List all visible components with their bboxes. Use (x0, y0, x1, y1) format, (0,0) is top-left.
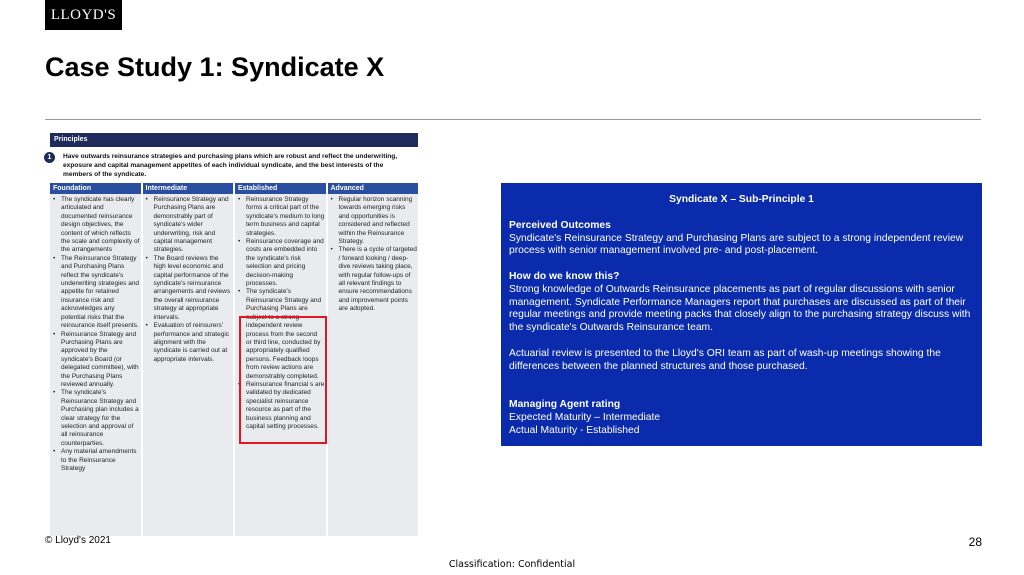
how-heading: How do we know this? (509, 270, 620, 282)
principle-number-badge: 1 (44, 152, 55, 163)
list-item: • Regular horizon scanning towards emerging risks and opportunities is considered and reflected within the Reinsurance Strategy. (339, 196, 418, 246)
principles-header: Principles (50, 133, 418, 147)
list-item: • There is a cycle of targeted / forward looking / deep-dive reviews taking place, with regular follow-ups of all relevant findings to ensure recommendations and improvement points are adopted. (339, 246, 418, 313)
highlight-box (239, 316, 327, 444)
maturity-columns (50, 183, 418, 536)
list-item: • The Reinsurance Strategy and Purchasing Plans reflect the syndicate's underwriting strategies and appetite for retained insurance risk and acknowledges any potential risks that the reinsurance itself presents. (61, 255, 140, 331)
column-heading: Established (235, 183, 326, 194)
list-item: • The syndicate's Reinsurance Strategy and Purchasing Plans are subject to a strong independent review process from the second or third line, conducted by appropriately qualified persons. Feedback loops from review actions are demonstrably completed. (246, 288, 325, 380)
list-item: • Reinsurance coverage and costs are embedded into the syndicate's risk selection and pricing decision-making processes. (246, 238, 325, 288)
list-item: • The Board reviews the high level economic and capital performance of the syndicate's reinsurance arrangements and reviews the overall reinsurance strategy at appropriate intervals. (154, 255, 233, 322)
list-item: • Any material amendments to the Reinsurance Strategy (61, 448, 140, 473)
expected-maturity: Expected Maturity – Intermediate (509, 411, 661, 423)
list-item: • The syndicate has clearly articulated and documented reinsurance design objectives, the content of which reflects the scale and complexity of the arrangements (61, 196, 140, 255)
list-item: • Reinsurance financial s are validated by dedicated specialist reinsurance resource as part of the business planning and capital setting processes. (246, 381, 325, 431)
principle-text: Have outwards reinsurance strategies and purchasing plans which are robust and reflect the underwriting, exposure and capital management appetites of each individual syndicate, and the best interests of the members of the syndicate. (63, 153, 398, 178)
column-heading: Intermediate (143, 183, 234, 194)
actuarial-text: Actuarial review is presented to the Lloyd's ORI team as part of wash-up meetings showing the differences between the planned structures and those purchased. (509, 347, 941, 372)
sub-principle-title: Syndicate X – Sub-Principle 1 (669, 194, 814, 205)
classification-label: Classification: Confidential (448, 559, 576, 570)
page-title: Case Study 1: Syndicate X (45, 52, 385, 82)
perceived-outcomes-heading: Perceived Outcomes (509, 219, 611, 231)
lloyds-logo: LLOYD'S (45, 0, 122, 30)
page-number: 28 (968, 535, 982, 549)
column-foundation (50, 183, 141, 536)
principles-table-image (47, 133, 418, 525)
column-advanced (328, 183, 419, 536)
column-intermediate (143, 183, 234, 536)
list-item: • Reinsurance Strategy and Purchasing Plans are demonstrably part of syndicate's wider underwriting, risk and capital management strategies. (154, 196, 233, 255)
actual-maturity: Actual Maturity - Established (509, 424, 640, 436)
title-divider (45, 119, 981, 120)
how-text: Strong knowledge of Outwards Reinsurance placements as part of regular discussions with senior management. Syndicate Performance Managers report that purchases are discussed as part of their regular meetings and provide meeting packs that closely align to the purchasing strategy discuss with the syndicate's Outwards Reinsurance team. (509, 283, 971, 334)
list-item: • Reinsurance Strategy forms a critical part of the syndicate's medium to long term business and capital strategies. (246, 196, 325, 238)
list-item: • Reinsurance Strategy and Purchasing Plans are approved by the syndicate's Board (or delegated committee), with the Purchasing Plans reviewed annually. (61, 331, 140, 390)
rating-heading: Managing Agent rating (509, 398, 621, 410)
column-heading: Advanced (328, 183, 419, 194)
principle-statement (47, 147, 418, 183)
column-heading: Foundation (50, 183, 141, 194)
list-item: • The syndicate's Reinsurance Strategy and Purchasing plan includes a clear strategy for the selection and approval of all reinsurance counterparties. (61, 389, 140, 448)
perceived-outcomes-text: Syndicate's Reinsurance Strategy and Purchasing Plans are subject to a strong independent review process with senior management involved pre- and post-placement. (509, 232, 964, 257)
copyright: © Lloyd's 2021 (45, 535, 111, 546)
sub-principle-box (501, 183, 982, 446)
list-item: • Evaluation of reinsurers' performance and strategic alignment with the syndicate is carried out at appropriate intervals. (154, 322, 233, 364)
